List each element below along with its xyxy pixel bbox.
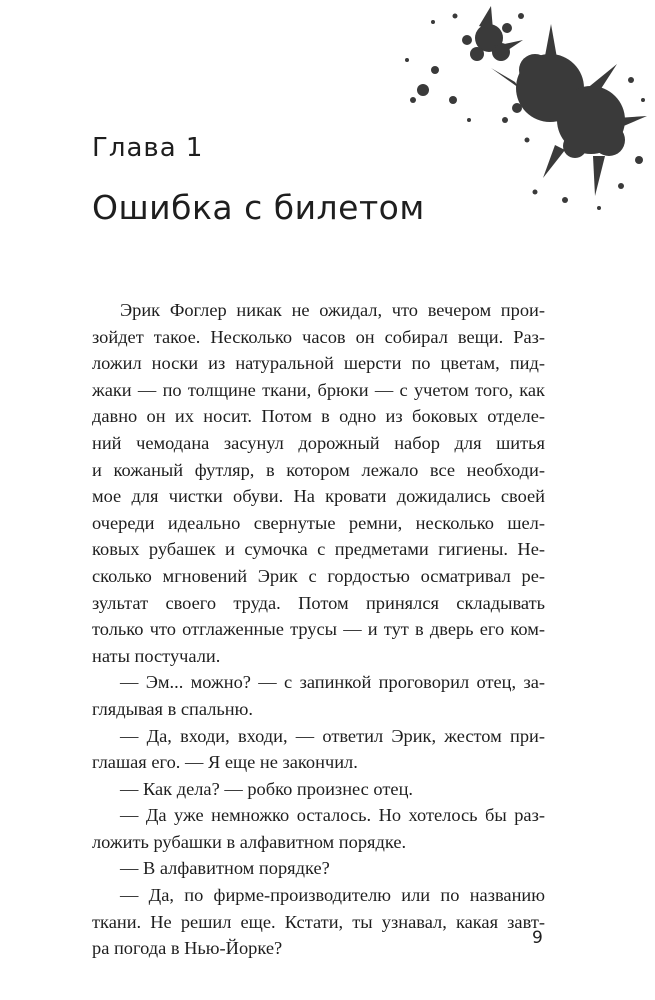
body-text [92, 297, 545, 962]
text-line: жаки — по толщине ткани, брюки — с учетом того, как [92, 379, 545, 400]
ink-splatter-decoration [395, 0, 655, 230]
chapter-label: Глава 1 [92, 133, 204, 163]
text-line: ра погода в Нью-Йорке? [92, 938, 283, 959]
text-line: — Да, по фирме-производителю или по названию [120, 885, 545, 906]
text-line: ний чемодана засунул дорожный набор для шитья [92, 432, 545, 453]
text-line: Эрик Фоглер никак не ожидал, что вечером прои- [120, 300, 545, 320]
text-line: только что отглаженные трусы — и тут в дверь его ком- [92, 619, 545, 640]
text-line: наты постучали. [92, 645, 221, 666]
text-line: ковых рубашек и сумочка с предметами гигиены. Не- [92, 539, 545, 560]
text-line: — Да, входи, входи, — ответил Эрик, жестом при- [120, 725, 545, 746]
text-line: мое для чистки обуви. На кровати дожидались своей [92, 486, 545, 507]
text-line: — Эм... можно? — с запинкой проговорил отец, за- [120, 672, 545, 693]
text-line: глашая его. — Я еще не закончил. [92, 752, 358, 773]
text-line: очереди идеально свернутые ремни, несколько шел- [92, 512, 545, 533]
text-line: глядывая в спальню. [92, 698, 253, 719]
text-line: ткани. Не решил еще. Кстати, ты узнавал, какая завт- [92, 911, 545, 932]
text-line: ложить рубашки в алфавитном порядке. [92, 831, 407, 852]
text-line: сколько мгновений Эрик с гордостью осматривал ре- [92, 565, 545, 586]
text-line: — В алфавитном порядке? [120, 858, 330, 879]
text-line: зойдет такое. Несколько часов он собирал вещи. Раз- [92, 326, 545, 347]
text-line: ложил носки из натуральной шерсти по цветам, пид- [92, 353, 545, 374]
chapter-title: Ошибка с билетом [92, 188, 425, 227]
text-line: давно он их носит. Потом в одно из боковых отделе- [92, 406, 545, 427]
text-line: — Да уже немножко осталось. Но хотелось бы раз- [120, 805, 545, 826]
page-number: 9 [532, 928, 543, 948]
text-line: и кожаный футляр, в котором лежало все необходи- [92, 459, 545, 480]
text-line: — Как дела? — робко произнес отец. [120, 778, 414, 799]
text-line: зультат своего труда. Потом принялся складывать [92, 592, 545, 613]
